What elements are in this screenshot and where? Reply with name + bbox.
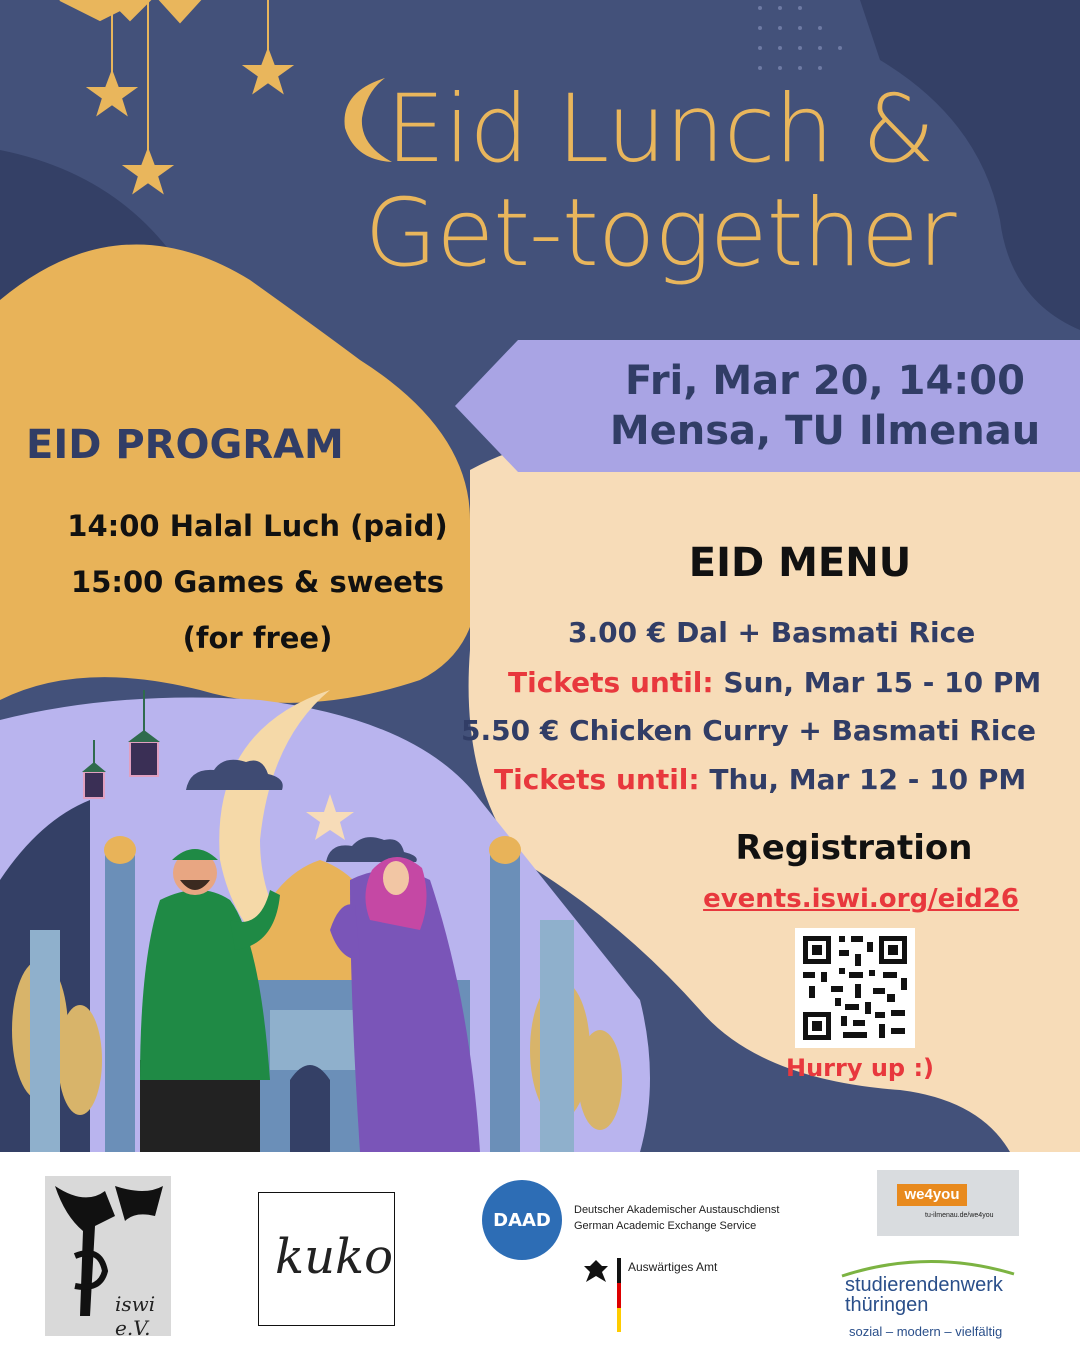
qr-code[interactable] — [795, 928, 915, 1048]
qr-code-icon — [795, 928, 915, 1048]
menu-item-1-deadline-row — [508, 666, 1041, 699]
title-line-2: Get-together — [364, 179, 956, 288]
event-info — [590, 356, 1060, 456]
sponsor-footer — [0, 1152, 1080, 1350]
hurry-note: Hurry up :) — [785, 1054, 935, 1082]
event-place: Mensa, TU Ilmenau — [609, 408, 1041, 454]
program-item: 15:00 Games & sweets — [71, 565, 444, 599]
dot-pattern — [758, 6, 842, 70]
german-flag-bar — [617, 1258, 621, 1332]
tickets-label: Tickets until: — [494, 763, 700, 796]
menu-item-2-deadline: Thu, Mar 12 - 10 PM — [709, 763, 1027, 796]
event-title — [300, 75, 1020, 288]
iswi-logo — [45, 1176, 171, 1340]
program-heading: EID PROGRAM — [26, 422, 344, 468]
we4you-logo — [877, 1170, 1019, 1236]
menu-heading: EID MENU — [688, 540, 912, 586]
program-item: 14:00 Halal Luch (paid) — [67, 509, 448, 543]
we4you-badge: we4you — [897, 1184, 967, 1206]
daad-name-de: Deutscher Akademischer Austauschdienst — [574, 1204, 780, 1216]
hanging-stars — [60, 0, 291, 192]
we4you-url: tu-ilmenau.de/we4you — [925, 1212, 994, 1219]
iswi-text: iswi e.V. — [115, 1292, 156, 1340]
program-list — [0, 498, 515, 666]
kuko-logo — [258, 1192, 395, 1326]
registration-link[interactable]: events.iswi.org/eid26 — [703, 884, 1019, 914]
tickets-label: Tickets until: — [508, 666, 714, 699]
registration-heading: Registration — [735, 828, 973, 868]
event-date: Fri, Mar 20, 14:00 — [625, 358, 1025, 404]
menu-item-2: 5.50 € Chicken Curry + Basmati Rice — [461, 714, 1037, 747]
menu-item-1: 3.00 € Dal + Basmati Rice — [568, 616, 976, 649]
stw-name: studierendenwerk — [845, 1274, 1003, 1296]
kuko-text: kuko — [275, 1229, 393, 1285]
stw-region: thüringen — [845, 1294, 929, 1316]
menu-item-1-deadline: Sun, Mar 15 - 10 PM — [723, 666, 1042, 699]
stw-tagline: sozial – modern – vielfältig — [849, 1324, 1003, 1339]
daad-logo: DAAD — [482, 1180, 562, 1260]
eagle-icon — [582, 1258, 610, 1286]
auswaertiges-amt-text: Auswärtiges Amt — [628, 1260, 718, 1274]
program-item: (for free) — [182, 621, 333, 655]
menu-item-2-deadline-row — [494, 763, 1026, 796]
mosque-icon — [30, 836, 574, 1152]
daad-name-en: German Academic Exchange Service — [574, 1220, 757, 1232]
title-line-1: Eid Lunch & — [385, 75, 935, 184]
